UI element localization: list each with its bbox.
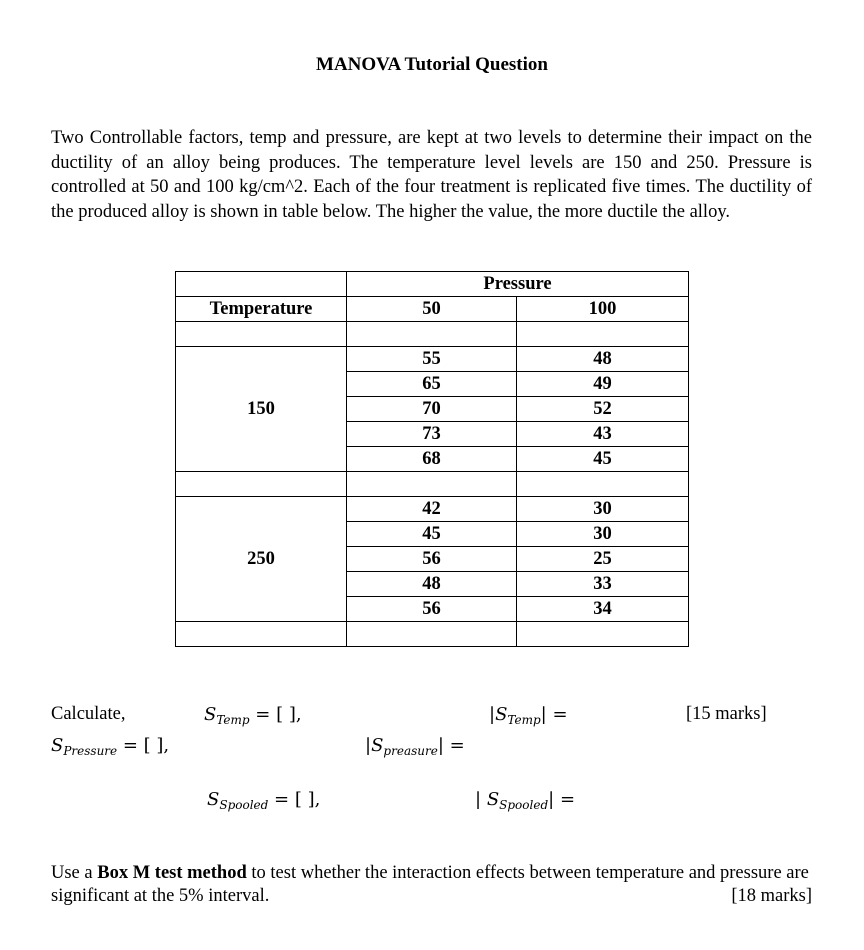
table-cell: 52: [517, 397, 689, 422]
table-cell: 30: [517, 497, 689, 522]
s-temp-expression: [204, 704, 302, 727]
s-symbol: S: [371, 735, 384, 756]
s-pressure-expression: [51, 735, 169, 758]
table-cell-empty: [517, 322, 689, 347]
det-bar-left: |: [475, 789, 482, 810]
temperature-label-250: 250: [176, 497, 347, 622]
table-cell-empty: [347, 622, 517, 647]
table-cell-empty: [347, 322, 517, 347]
det-bar-left: |: [489, 704, 496, 725]
s-spooled-subscript: Spooled: [219, 798, 269, 812]
table-cell: 25: [517, 547, 689, 572]
det-bar-right: |: [437, 735, 444, 756]
table-cell: 56: [347, 597, 517, 622]
table-row: [176, 297, 689, 322]
table-row-spacer: [176, 472, 689, 497]
s-temp-bracket: = [ ],: [249, 704, 302, 725]
table-cell: 49: [517, 372, 689, 397]
temperature-header: Temperature: [176, 297, 347, 322]
task-suffix: to test whether the interaction effects between temperature and pressure are significant at the 5% interval.: [51, 863, 809, 906]
s-temp-subscript: Temp: [216, 713, 250, 727]
table-cell-empty: [517, 472, 689, 497]
table-row: [176, 272, 689, 297]
table-row: [176, 497, 689, 522]
table-cell: 30: [517, 522, 689, 547]
det-equals: =: [443, 735, 465, 756]
table-cell: 48: [347, 572, 517, 597]
page-title: MANOVA Tutorial Question: [316, 54, 548, 75]
pressure-group-header: Pressure: [347, 272, 689, 297]
s-pressure-bracket: = [ ],: [117, 735, 170, 756]
table-row-spacer: [176, 322, 689, 347]
det-s-temp: [489, 704, 568, 727]
column-header-50: 50: [347, 297, 517, 322]
det-equals: =: [546, 704, 568, 725]
det-bar-right: |: [540, 704, 547, 725]
table-row: [176, 347, 689, 372]
table-cell: 55: [347, 347, 517, 372]
table-cell: 65: [347, 372, 517, 397]
s-pressure-subscript: Pressure: [63, 744, 118, 758]
column-header-100: 100: [517, 297, 689, 322]
s-spooled-expression: [207, 789, 320, 812]
det-bar-right: |: [548, 789, 555, 810]
table-cell: 48: [517, 347, 689, 372]
ductility-table: [175, 271, 689, 647]
task-prefix: Use a: [51, 863, 98, 883]
table-cell: 45: [517, 447, 689, 472]
table-cell-empty: [176, 272, 347, 297]
s-symbol: S: [207, 789, 220, 810]
table-cell-empty: [176, 472, 347, 497]
table-row-spacer: [176, 622, 689, 647]
table-cell-empty: [517, 622, 689, 647]
table-cell: 68: [347, 447, 517, 472]
table-cell-empty: [176, 622, 347, 647]
det-s-preasure: [365, 735, 465, 758]
s-symbol: S: [486, 789, 500, 810]
s-symbol: S: [51, 735, 64, 756]
table-cell: 34: [517, 597, 689, 622]
det-s-spooled: [475, 789, 575, 812]
det-equals: =: [554, 789, 576, 810]
marks-18: [18 marks]: [731, 886, 812, 906]
s-symbol: S: [495, 704, 508, 725]
table-cell: 33: [517, 572, 689, 597]
s-spooled-bracket: = [ ],: [268, 789, 321, 810]
marks-15: [15 marks]: [686, 704, 767, 724]
s-symbol: S: [204, 704, 217, 725]
box-m-task: [51, 862, 812, 908]
table-cell: 73: [347, 422, 517, 447]
table-cell: 43: [517, 422, 689, 447]
table-cell: 42: [347, 497, 517, 522]
table-cell-empty: [347, 472, 517, 497]
det-temp-subscript: Temp: [507, 713, 541, 727]
det-preasure-subscript: preasure: [383, 744, 438, 758]
table-cell: 70: [347, 397, 517, 422]
calculate-label: Calculate,: [51, 704, 126, 724]
table-cell: 45: [347, 522, 517, 547]
table-cell-empty: [176, 322, 347, 347]
det-bar-left: |: [365, 735, 372, 756]
temperature-label-150: 150: [176, 347, 347, 472]
det-spooled-subscript: Spooled: [499, 798, 549, 812]
table-cell: 56: [347, 547, 517, 572]
task-bold-method: Box M test method: [97, 863, 247, 883]
intro-paragraph: Two Controllable factors, temp and pressure, are kept at two levels to determine their impact on the ductility of an alloy being produces. The temperature level levels are 150 and 250. Pressure is controlled at 50 and 100 kg/cm^2. Each of the four treatment is replicated five times. The ductility of the produced alloy is shown in table below. The higher the value, the more ductile the alloy.: [51, 128, 812, 222]
